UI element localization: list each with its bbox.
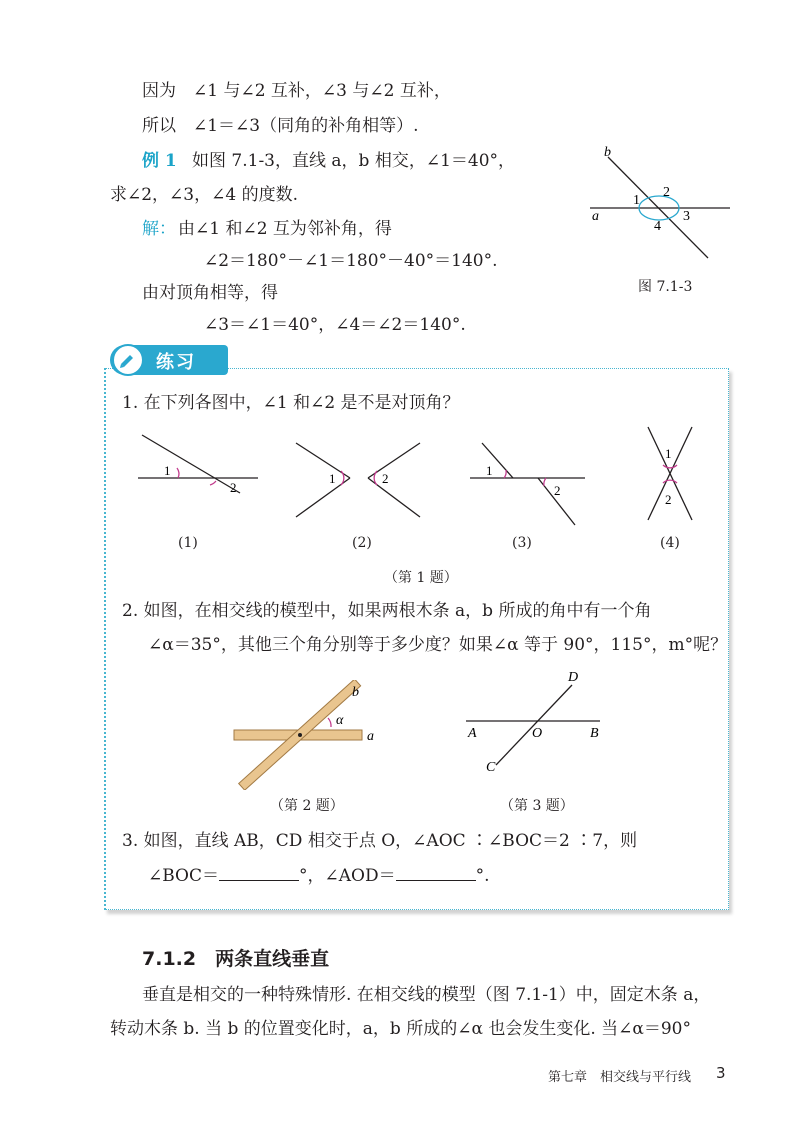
section-paragraph: 垂直是相交的一种特殊情形. 在相交线的模型（图 7.1-1）中，固定木条 a， [142,985,711,1005]
answer-blank-boc[interactable] [219,864,299,881]
footer-chapter: 第七章 相交线与平行线 [548,1070,692,1085]
question-3-answer-line: ∠BOC＝ °，∠AOD＝ °. [148,866,490,886]
section-paragraph: 转动木条 b. 当 b 的位置变化时，a，b 所成的∠α 也会发生变化. 当∠α＝90° [110,1019,691,1039]
solution-text: 由∠1 和∠2 互为邻补角，得 [178,219,392,239]
solution-text: 由对顶角相等，得 [142,283,278,303]
svg-text:C: C [486,760,496,775]
q3-figure [460,665,610,785]
svg-text:1: 1 [329,471,336,486]
answer-blank-aod[interactable] [396,864,476,881]
svg-text:2: 2 [554,483,561,498]
text-line: 所以 ∠1＝∠3（同角的补角相等）. [142,116,419,136]
q1-caption: （第 1 题） [384,570,458,586]
q1-sub-label: (2) [352,535,372,551]
q3-caption: （第 3 题） [500,798,574,814]
section-heading: 7.1.2 两条直线垂直 [142,948,330,970]
q1-figure-4 [648,427,692,520]
example-text: 如图 7.1-3，直线 a，b 相交，∠1＝40°， [192,151,516,171]
page-number: 3 [716,1064,726,1082]
svg-text:a: a [367,729,374,744]
svg-text:1: 1 [665,446,672,461]
figure-caption: 图 7.1-3 [638,279,693,295]
svg-text:2: 2 [665,492,672,507]
svg-text:O: O [532,726,543,741]
pencil-icon [114,346,142,374]
practice-title: 练习 [156,352,196,373]
q1-sub-label: (3) [512,535,532,551]
example-label: 例 1 [142,151,177,171]
q1-figure-2 [296,443,420,517]
solution-text: ∠2＝180°－∠1＝180°－40°＝140°. [204,251,498,271]
question-2: ∠α＝35°，其他三个角分别等于多少度？如果∠α 等于 90°，115°，m°呢？ [148,635,728,655]
q1-figure-1 [138,435,258,495]
label-a: a [592,209,599,224]
svg-text:α: α [336,713,344,728]
q1-figures [130,425,700,535]
q1-sub-label: (4) [660,535,680,551]
angle-4: 4 [654,219,661,234]
solution-label: 解： [142,219,176,239]
label-b: b [604,145,611,160]
svg-text:b: b [352,685,359,700]
angle-3: 3 [683,209,690,224]
solution-text: ∠3＝∠1＝40°，∠4＝∠2＝140°. [204,315,466,335]
q1-sub-label: (1) [178,535,198,551]
q1-figure-3 [470,443,585,525]
question-1: 1. 在下列各图中，∠1 和∠2 是不是对顶角？ [122,393,460,413]
q2-caption: （第 2 题） [270,798,344,814]
svg-text:2: 2 [230,480,237,495]
q2-figure [228,680,388,790]
text-line: 因为 ∠1 与∠2 互补，∠3 与∠2 互补， [142,81,451,101]
question-3: 3. 如图，直线 AB，CD 相交于点 O，∠AOC ∶∠BOC＝2 ∶7，则 [122,831,638,851]
svg-text:2: 2 [382,471,389,486]
svg-text:1: 1 [164,463,171,478]
angle-1: 1 [633,193,640,208]
svg-text:1: 1 [486,463,493,478]
example-text: 求∠2，∠3，∠4 的度数. [110,185,298,205]
practice-icon [112,344,144,376]
angle-2: 2 [663,185,670,200]
svg-text:A: A [468,726,477,741]
svg-text:D: D [568,670,579,685]
svg-text:B: B [590,726,599,741]
question-2: 2. 如图，在相交线的模型中，如果两根木条 a，b 所成的角中有一个角 [122,601,652,621]
